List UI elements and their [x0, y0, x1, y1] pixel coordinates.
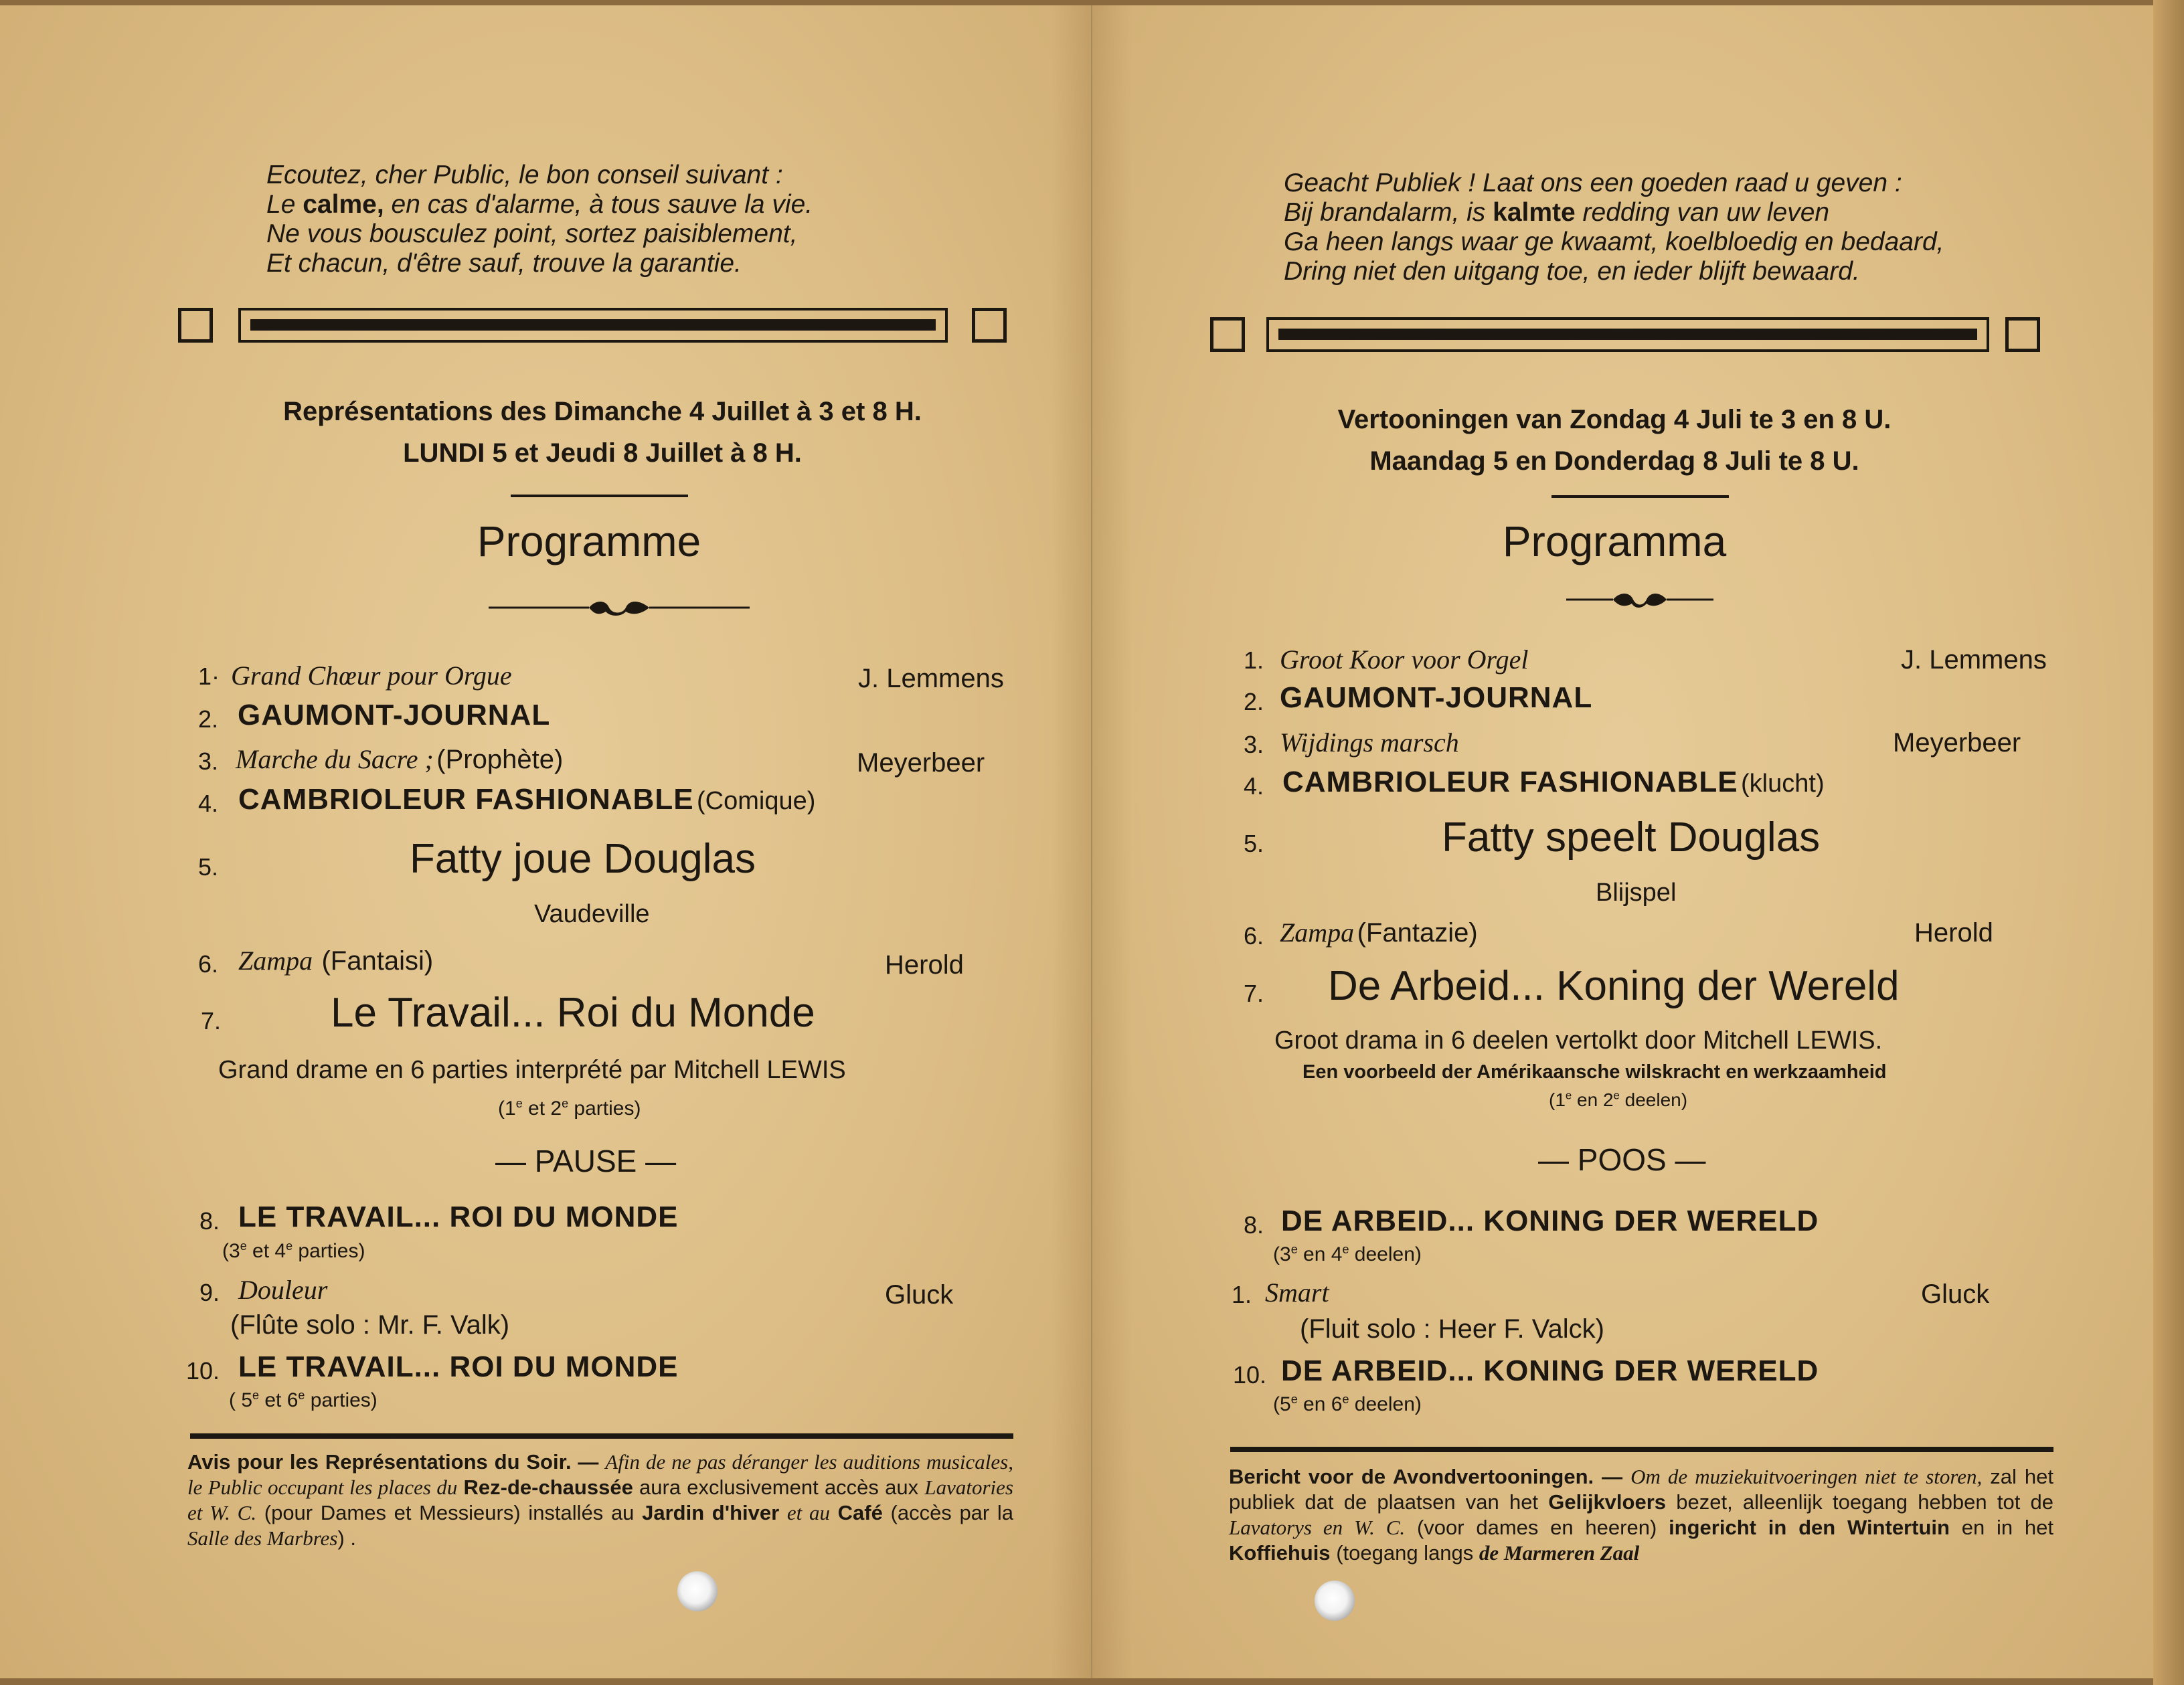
item-composer: J. Lemmens: [858, 664, 1004, 693]
verse-line: Le calme, en cas d'alarme, à tous sauve la vie.: [266, 190, 813, 219]
verse-keyword: kalmte: [1493, 198, 1576, 227]
rule-square: [972, 308, 1007, 343]
item-title: Fatty joue Douglas: [410, 836, 756, 882]
item-title: CAMBRIOLEUR FASHIONABLE (klucht): [1282, 766, 1825, 798]
item-number: 4.: [198, 790, 219, 817]
binding-hole: [677, 1571, 718, 1611]
item-title: Douleur: [238, 1275, 328, 1305]
item-title: Fatty speelt Douglas: [1442, 814, 1821, 861]
item-composer: J. Lemmens: [1901, 645, 2047, 675]
ornament-divider: [1566, 586, 1713, 613]
item-parts: (3e en 4e deelen): [1273, 1243, 1422, 1265]
item-number: 7.: [1244, 980, 1264, 1007]
item-number: 2.: [198, 705, 219, 733]
item-subtitle: Vaudeville: [534, 900, 650, 928]
programme-title: Programma: [1502, 517, 1727, 565]
item-subtitle: (Flûte solo : Mr. F. Valk): [230, 1310, 510, 1340]
item-subtitle: Groot drama in 6 deelen vertolkt door Mitchell LEWIS.: [1274, 1027, 1883, 1055]
item-number: 3.: [198, 747, 219, 775]
item-parts: (1e et 2e parties): [498, 1097, 641, 1120]
page-edge: [2153, 0, 2184, 1685]
item-title: CAMBRIOLEUR FASHIONABLE (Comique): [238, 783, 816, 816]
performance-dates: Représentations des Dimanche 4 Juillet à 3 et 8 H. LUNDI 5 et Jeudi 8 Juillet à 8 H.: [283, 397, 922, 468]
item-composer: Herold: [1914, 918, 1993, 948]
item-parts: (1e en 2e deelen): [1549, 1089, 1688, 1110]
page-dutch: [1092, 5, 2153, 1678]
rule-square: [1210, 317, 1245, 352]
item-number: 6.: [1244, 922, 1264, 950]
performance-dates: Vertooningen van Zondag 4 Juli te 3 en 8 U. Maandag 5 en Donderdag 8 Juli te 8 U.: [1337, 405, 1892, 476]
rule-bar: [238, 308, 948, 343]
intermission: — POOS —: [1538, 1142, 1706, 1177]
item-number: 1·: [198, 662, 220, 690]
item-composer: Gluck: [885, 1280, 954, 1310]
verse-line: Bij brandalarm, is kalmte redding van uw leven: [1284, 198, 1830, 227]
programme-title: Programme: [477, 517, 701, 565]
title-rule: [511, 495, 688, 497]
item-number: 1.: [1232, 1281, 1252, 1308]
item-title: Zampa (Fantazie): [1280, 917, 1478, 948]
verse-line: Ga heen langs waar ge kwaamt, koelbloedig en bedaard,: [1284, 228, 1944, 256]
verse-keyword: calme,: [303, 190, 384, 219]
rule-bar: [1266, 317, 1989, 352]
item-number: 8.: [199, 1207, 220, 1235]
safety-verse: [1284, 169, 1944, 286]
item-title: LE TRAVAIL... ROI DU MONDE: [238, 1201, 679, 1233]
item-composer: Meyerbeer: [857, 748, 985, 778]
item-subtitle: Grand drame en 6 parties interprété par Mitchell LEWIS: [218, 1056, 846, 1084]
item-title: Wijdings marsch: [1280, 727, 1459, 758]
item-title: Zampa (Fantaisi): [238, 946, 434, 976]
item-number: 5.: [1244, 830, 1264, 857]
item-parts: (5e en 6e deelen): [1273, 1393, 1422, 1415]
rule-square: [2005, 317, 2040, 352]
item-number: 8.: [1244, 1211, 1264, 1239]
item-number: 10.: [1233, 1361, 1267, 1389]
fold-shadow: [1092, 5, 1132, 1678]
footer-rule: [190, 1433, 1013, 1439]
item-number: 6.: [198, 950, 219, 978]
item-title: LE TRAVAIL... ROI DU MONDE: [238, 1350, 679, 1383]
item-number: 3.: [1244, 731, 1264, 758]
item-title: Marche du Sacre ; (Prophète): [236, 744, 564, 774]
item-title: Groot Koor voor Orgel: [1280, 644, 1529, 675]
item-number: 2.: [1244, 688, 1264, 715]
item-composer: Herold: [885, 950, 964, 980]
item-title: De Arbeid... Koning der Wereld: [1328, 963, 1900, 1009]
item-title: DE ARBEID... KONING DER WERELD: [1281, 1205, 1819, 1237]
decorative-rule: [1210, 315, 2040, 352]
verse-line: Ecoutez, cher Public, le bon conseil suivant :: [266, 161, 783, 189]
binding-hole: [1315, 1581, 1355, 1621]
verse-line: Geacht Publiek ! Laat ons een goeden raad u geven :: [1284, 169, 1902, 197]
item-number: 7.: [201, 1007, 222, 1035]
verse-line: Ne vous bousculez point, sortez paisiblement,: [266, 219, 798, 248]
item-title: Le Travail... Roi du Monde: [331, 990, 815, 1036]
item-number: 10.: [186, 1357, 220, 1385]
item-title: Smart: [1265, 1277, 1329, 1308]
item-title: GAUMONT-JOURNAL: [238, 699, 551, 731]
item-note: Een voorbeeld der Amérikaansche wilskracht en werkzaamheid: [1303, 1061, 1887, 1083]
item-title: DE ARBEID... KONING DER WERELD: [1281, 1354, 1819, 1387]
item-composer: Gluck: [1921, 1279, 1990, 1309]
item-number: 5.: [198, 853, 219, 881]
item-subtitle: (Fluit solo : Heer F. Valck): [1300, 1314, 1604, 1344]
item-parts: ( 5e et 6e parties): [229, 1389, 377, 1411]
item-title: GAUMONT-JOURNAL: [1280, 681, 1593, 714]
decorative-rule: [178, 305, 1015, 343]
item-composer: Meyerbeer: [1893, 728, 2021, 758]
item-parts: (3e et 4e parties): [222, 1239, 365, 1262]
ornament-divider: [489, 594, 750, 621]
fold-shadow: [1051, 5, 1091, 1678]
item-number: 4.: [1244, 772, 1264, 800]
verse-line: Et chacun, d'être sauf, trouve la garantie.: [266, 249, 742, 278]
page-french: [0, 5, 1092, 1678]
item-number: 1.: [1244, 646, 1264, 674]
safety-verse: [266, 161, 813, 278]
item-number: 9.: [199, 1279, 220, 1306]
verse-line: Dring niet den uitgang toe, en ieder blijft bewaard.: [1284, 257, 1860, 286]
item-subtitle: Blijspel: [1596, 879, 1677, 907]
evening-notice: Bericht voor de Avondvertooningen. — Om de muziekuitvoeringen niet te storen, zal het publiek dat de plaatsen van het Gelijkvloers bezet, alleenlijk toegang hebben tot de Lavatorys en W. C. (voor dames en heeren) ingericht in den Wintertuin en in het Koffiehuis (toegang langs de Marmeren Zaal: [1229, 1465, 2053, 1565]
title-rule: [1551, 495, 1729, 498]
footer-rule: [1230, 1447, 2053, 1452]
evening-notice: Avis pour les Représentations du Soir. — Afin de ne pas déranger les auditions musicales, le Public occupant les places du Rez-de-chaussée aura exclusivement accès aux Lavatories et W. C. (pour Dames et Messieurs) installés au Jardin d'hiver et au Café (accès par la Salle des Marbres) .: [187, 1450, 1014, 1550]
intermission: — PAUSE —: [495, 1144, 677, 1178]
item-title: Grand Chœur pour Orgue: [231, 660, 512, 691]
rule-square: [178, 308, 213, 343]
